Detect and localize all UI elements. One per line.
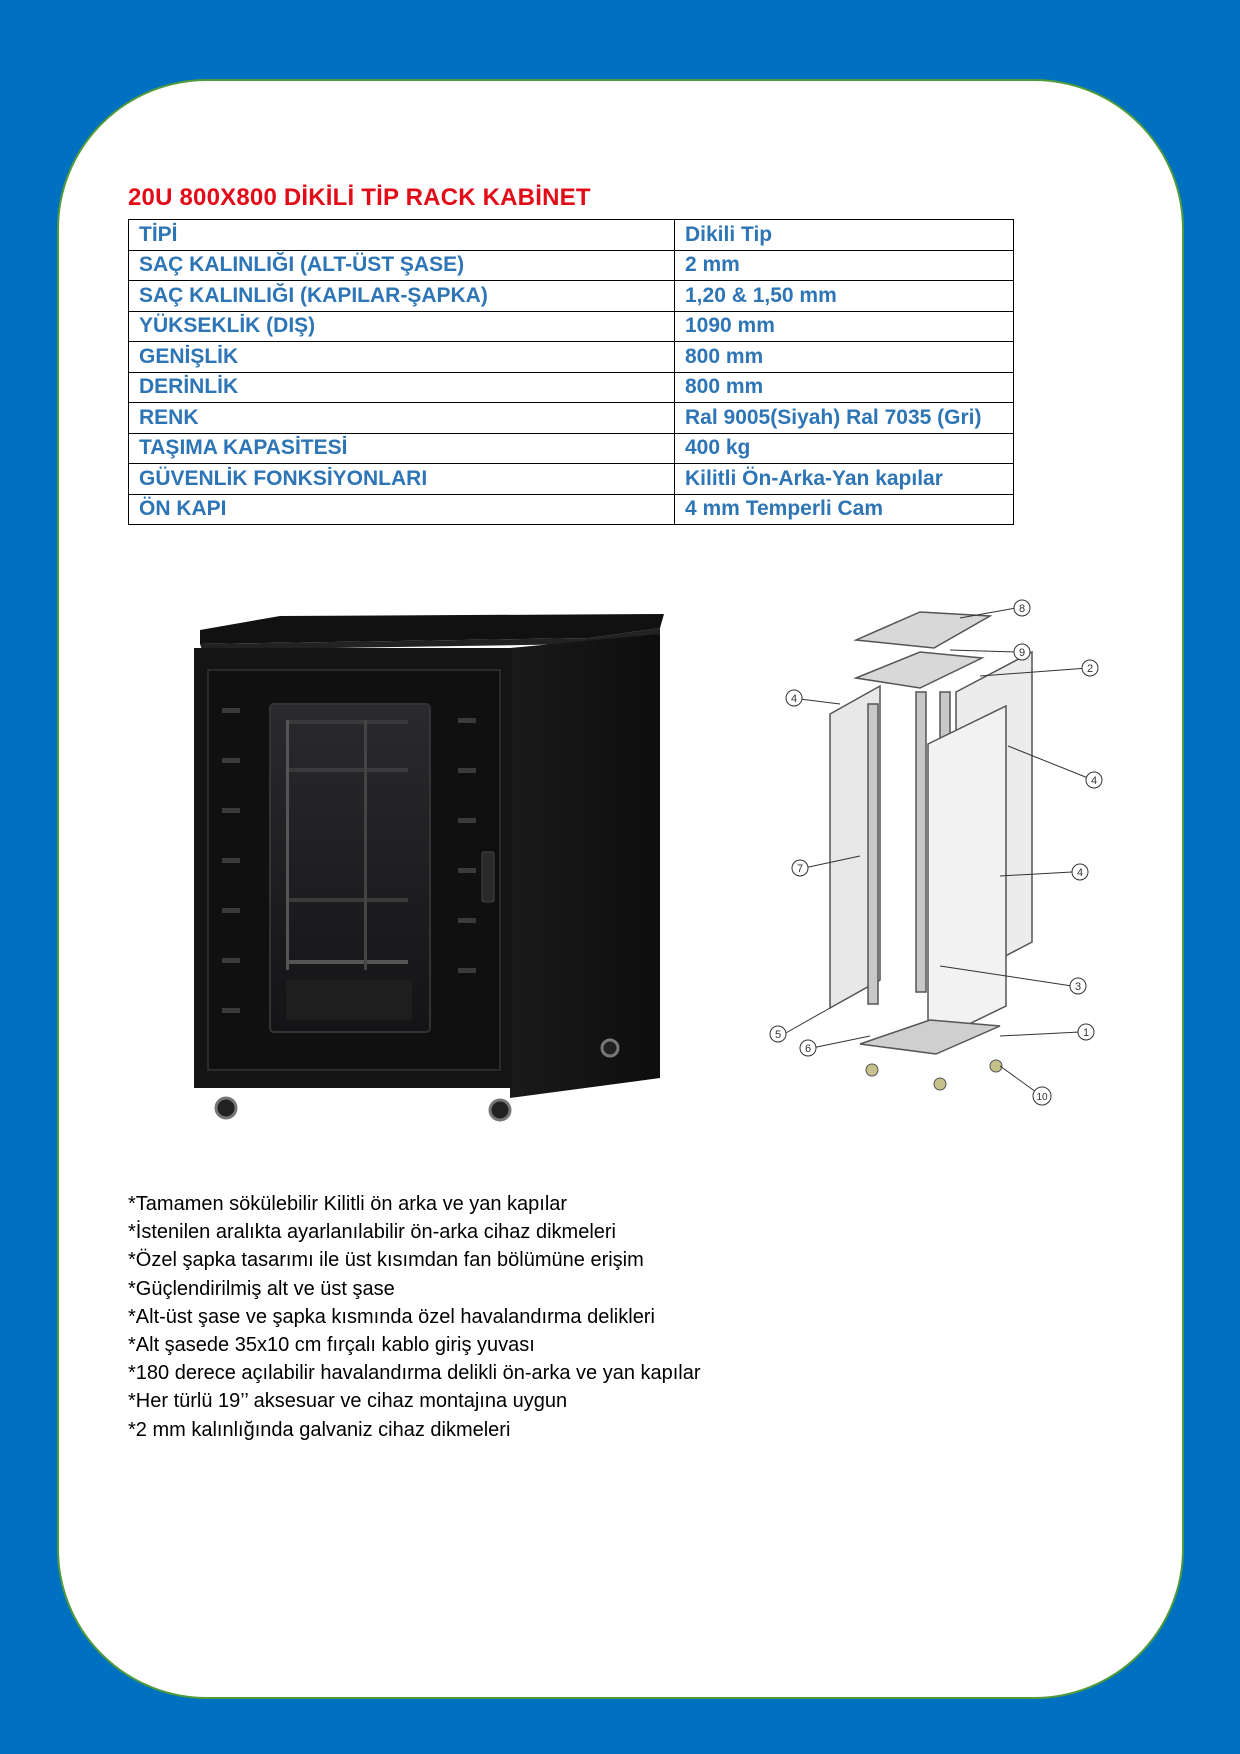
spec-value: Ral 9005(Siyah) Ral 7035 (Gri) <box>675 403 1014 434</box>
spec-label: SAÇ KALINLIĞI (ALT-ÜST ŞASE) <box>129 250 675 281</box>
spec-row <box>129 464 1014 495</box>
spec-row <box>129 220 1014 251</box>
spec-table <box>128 219 1014 525</box>
spec-value: 1090 mm <box>675 311 1014 342</box>
callout-label: 4 <box>1090 775 1098 787</box>
spec-label: TİPİ <box>129 220 675 251</box>
feature-item: *Tamamen sökülebilir Kilitli ön arka ve yan kapılar <box>128 1193 568 1215</box>
spec-label: DERİNLİK <box>129 372 675 403</box>
spec-row <box>129 403 1014 434</box>
spec-label: GÜVENLİK FONKSİYONLARI <box>129 464 675 495</box>
callout-label: 7 <box>796 863 804 875</box>
callout-label: 1 <box>1082 1027 1090 1039</box>
spec-value: 800 mm <box>675 372 1014 403</box>
spec-row <box>129 433 1014 464</box>
page-title: 20U 800X800 DİKİLİ TİP RACK KABİNET <box>128 184 591 211</box>
callout-label: 4 <box>790 693 798 705</box>
callout-label: 5 <box>774 1029 782 1041</box>
feature-item: *Her türlü 19’’ aksesuar ve cihaz montajına uygun <box>128 1390 568 1413</box>
spec-value: 800 mm <box>675 342 1014 373</box>
spec-value: 4 mm Temperli Cam <box>675 494 1014 525</box>
feature-item: *İstenilen aralıkta ayarlanılabilir ön-arka cihaz dikmeleri <box>128 1221 616 1244</box>
spec-label: GENİŞLİK <box>129 342 675 373</box>
callout-label: 3 <box>1074 981 1082 993</box>
spec-label: RENK <box>129 403 675 434</box>
feature-item: *Güçlendirilmiş alt ve üst şase <box>128 1277 395 1300</box>
callout-label: 2 <box>1086 663 1094 675</box>
callout-label: 9 <box>1018 647 1026 659</box>
spec-row <box>129 250 1014 281</box>
feature-item: *Özel şapka tasarımı ile üst kısımdan fan bölümüne erişim <box>128 1249 644 1272</box>
spec-row <box>129 281 1014 312</box>
spec-row <box>129 311 1014 342</box>
feature-item: *Alt şasede 35x10 cm fırçalı kablo giriş yuvası <box>128 1334 535 1357</box>
spec-row <box>129 342 1014 373</box>
spec-value: 1,20 & 1,50 mm <box>675 281 1014 312</box>
feature-item: *180 derece açılabilir havalandırma delikli ön-arka ve yan kapılar <box>128 1362 701 1385</box>
spec-value: Kilitli Ön-Arka-Yan kapılar <box>675 464 1014 495</box>
spec-row <box>129 372 1014 403</box>
spec-value: 2 mm <box>675 250 1014 281</box>
spec-label: SAÇ KALINLIĞI (KAPILAR-ŞAPKA) <box>129 281 675 312</box>
callout-label: 4 <box>1076 867 1084 879</box>
spec-row <box>129 494 1014 525</box>
callout-label: 8 <box>1018 603 1026 615</box>
callout-label: 10 <box>1036 1092 1048 1103</box>
spec-value: Dikili Tip <box>675 220 1014 251</box>
feature-item: *2 mm kalınlığında galvaniz cihaz dikmeleri <box>128 1418 511 1441</box>
cabinet-photo <box>190 608 670 1128</box>
callout-label: 6 <box>804 1043 812 1055</box>
exploded-diagram <box>760 596 1120 1116</box>
spec-value: 400 kg <box>675 433 1014 464</box>
feature-item: *Alt-üst şase ve şapka kısmında özel havalandırma delikleri <box>128 1305 655 1328</box>
spec-label: ÖN KAPI <box>129 494 675 525</box>
spec-label: TAŞIMA KAPASİTESİ <box>129 433 675 464</box>
spec-label: YÜKSEKLİK (DIŞ) <box>129 311 675 342</box>
feature-list <box>128 1190 701 1444</box>
